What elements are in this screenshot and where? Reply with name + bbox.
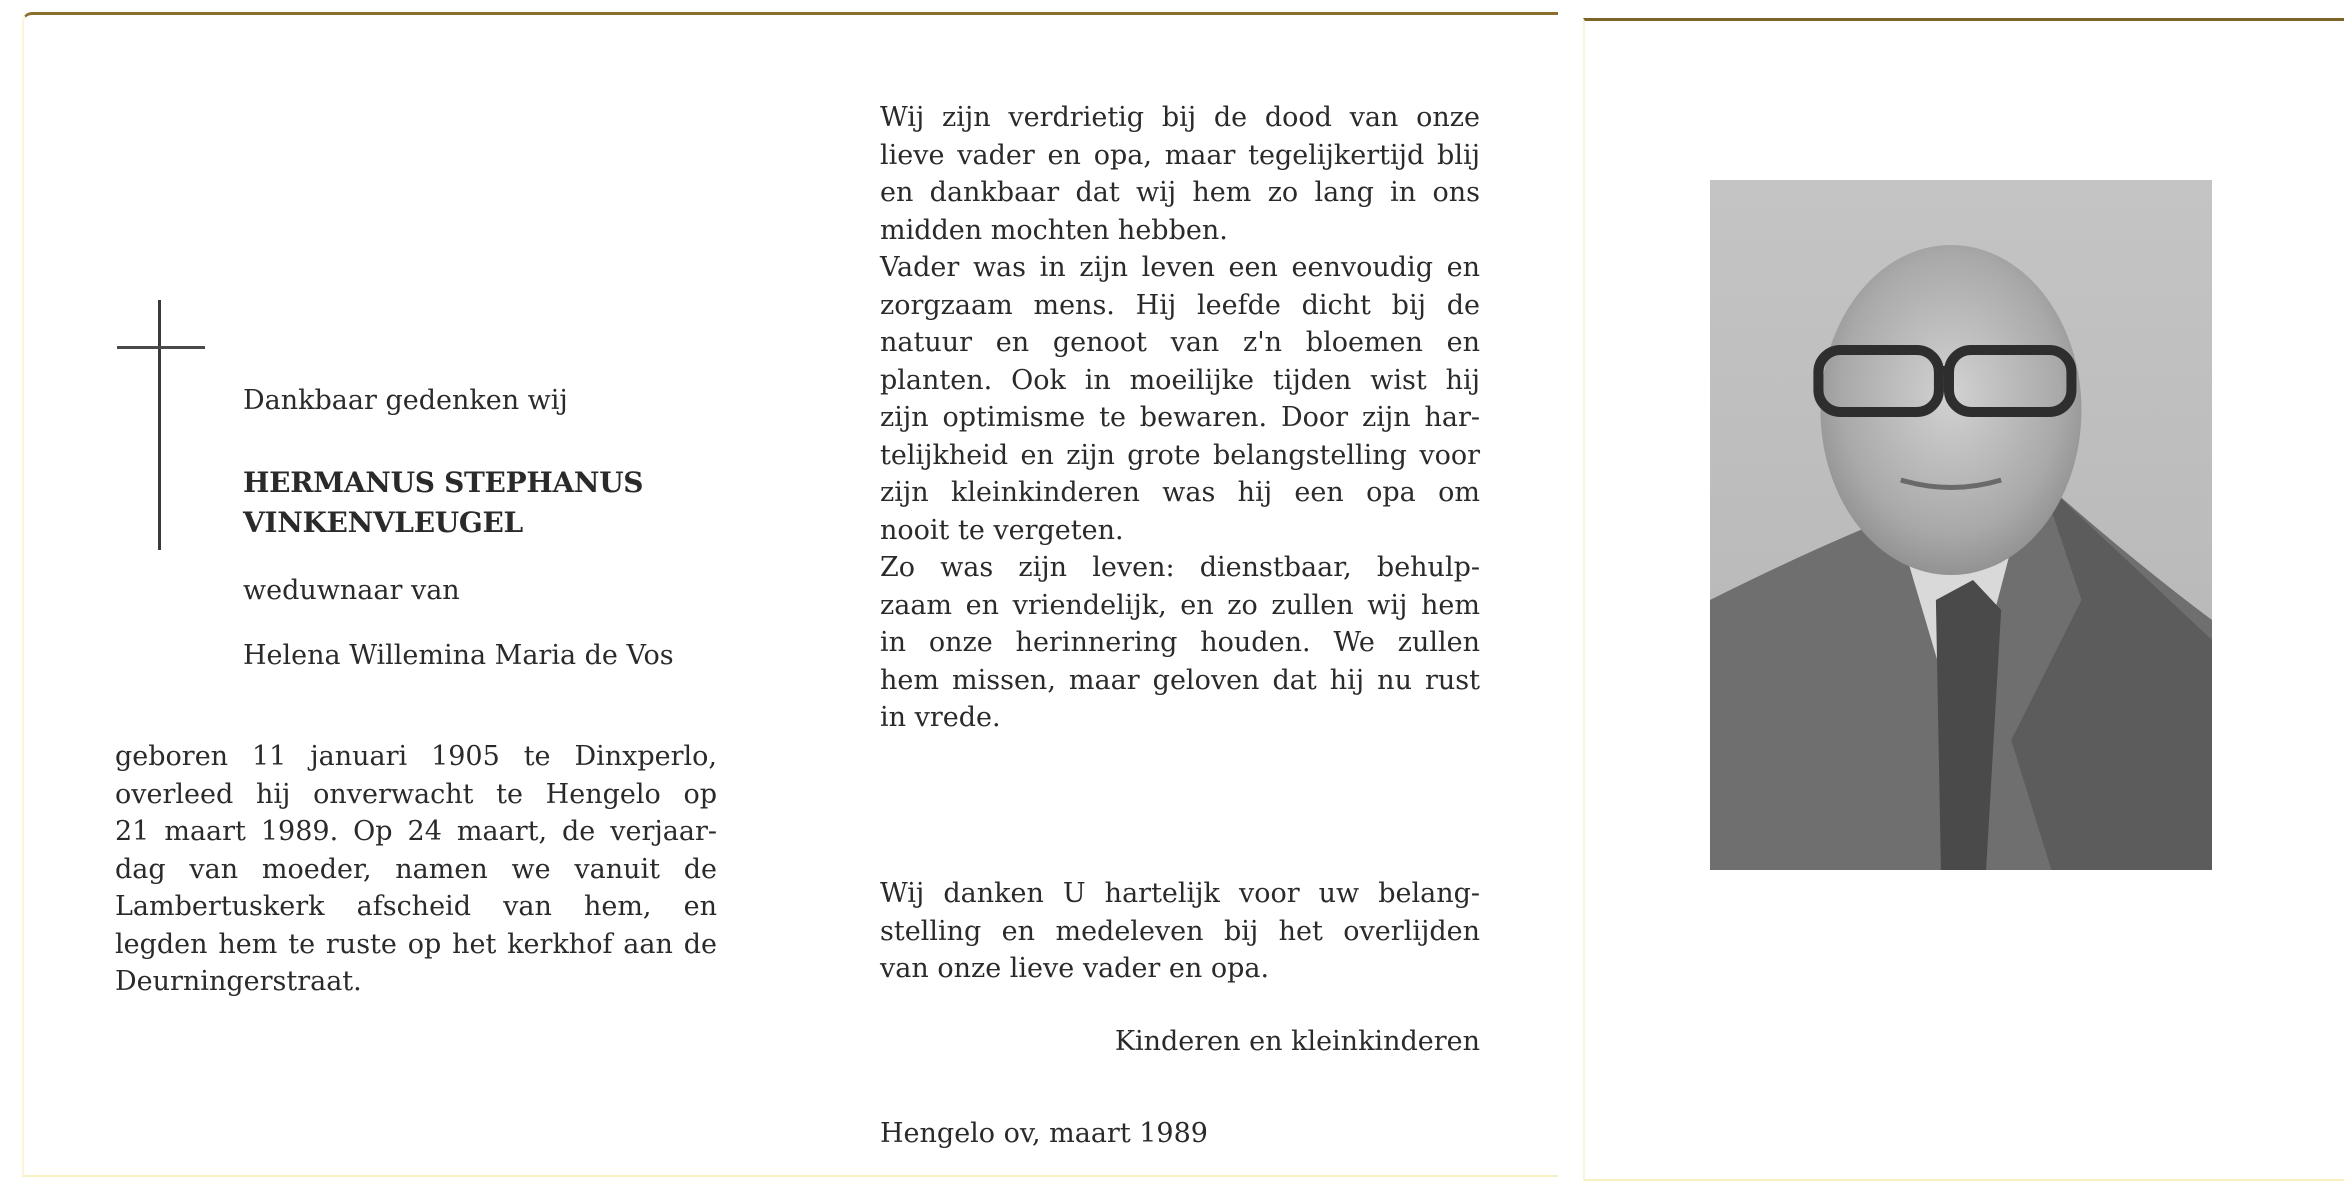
reflection-paragraphs [880, 99, 1480, 737]
cross-icon [158, 300, 161, 550]
text-line: zaam en vriendelijk, en zo zullen wij hem [880, 589, 1480, 621]
text-line: zijn kleinkinderen was hij een opa om [880, 477, 1480, 508]
text-line: zijn optimisme te bewaren. Door zijn har- [880, 402, 1480, 433]
text-line: geboren 11 januari 1905 te Dinxperlo, [115, 741, 717, 772]
text-line: Wij zijn verdrietig bij de dood van onze [880, 102, 1480, 133]
text-line: hem missen, maar geloven dat hij nu rust [880, 664, 1480, 696]
portrait-photo [1710, 180, 2212, 870]
thanks-paragraph [880, 875, 1480, 988]
deceased-name [243, 463, 643, 543]
text-line: Zo was zijn leven: dienstbaar, behulp- [880, 552, 1480, 583]
text-line: telijkheid en zijn grote belangstelling voor [880, 439, 1480, 471]
text-line: zorgzaam mens. Hij leefde dicht bij de [880, 289, 1480, 321]
text-line: midden mochten hebben. [880, 214, 1228, 246]
text-line: Wij danken U hartelijk voor uw belang- [880, 878, 1480, 909]
text-line: Vader was in zijn leven een eenvoudig en [880, 252, 1480, 283]
text-line: Deurningerstraat. [115, 966, 362, 997]
text-line: van onze lieve vader en opa. [880, 953, 1270, 984]
text-line: in onze herinnering houden. We zullen [880, 627, 1480, 658]
text-line: 21 maart 1989. Op 24 maart, de verjaar- [115, 816, 717, 847]
text-line: nooit te vergeten. [880, 514, 1124, 546]
text-line: legden hem te ruste op het kerkhof aan de [115, 928, 717, 960]
text-line: planten. Ook in moeilijke tijden wist hij [880, 364, 1480, 396]
cross-icon-bar [117, 346, 205, 349]
place-and-date: Hengelo ov, maart 1989 [880, 1118, 1208, 1149]
text-line: en dankbaar dat wij hem zo lang in ons [880, 177, 1480, 208]
text-line: stelling en medeleven bij het overlijden [880, 915, 1480, 947]
text-line: dag van moeder, namen we vanuit de [115, 853, 717, 885]
text-line: Lambertuskerk afscheid van hem, en [115, 891, 717, 922]
spouse-name: Helena Willemina Maria de Vos [243, 640, 674, 671]
text-line: lieve vader en opa, maar tegelijkertijd blij [880, 139, 1480, 171]
deceased-name-line-2: VINKENVLEUGEL [243, 506, 523, 539]
widow-label: weduwnaar van [243, 575, 460, 606]
text-line: overleed hij onverwacht te Hengelo op [115, 778, 717, 810]
text-line: in vrede. [880, 702, 1001, 733]
portrait-illustration [1710, 180, 2212, 870]
deceased-name-line-1: HERMANUS STEPHANUS [243, 466, 644, 499]
biography-paragraph [115, 738, 717, 1001]
intro-text: Dankbaar gedenken wij [243, 385, 568, 416]
signature: Kinderen en kleinkinderen [1114, 1026, 1480, 1057]
text-line: natuur en genoot van z'n bloemen en [880, 327, 1480, 358]
